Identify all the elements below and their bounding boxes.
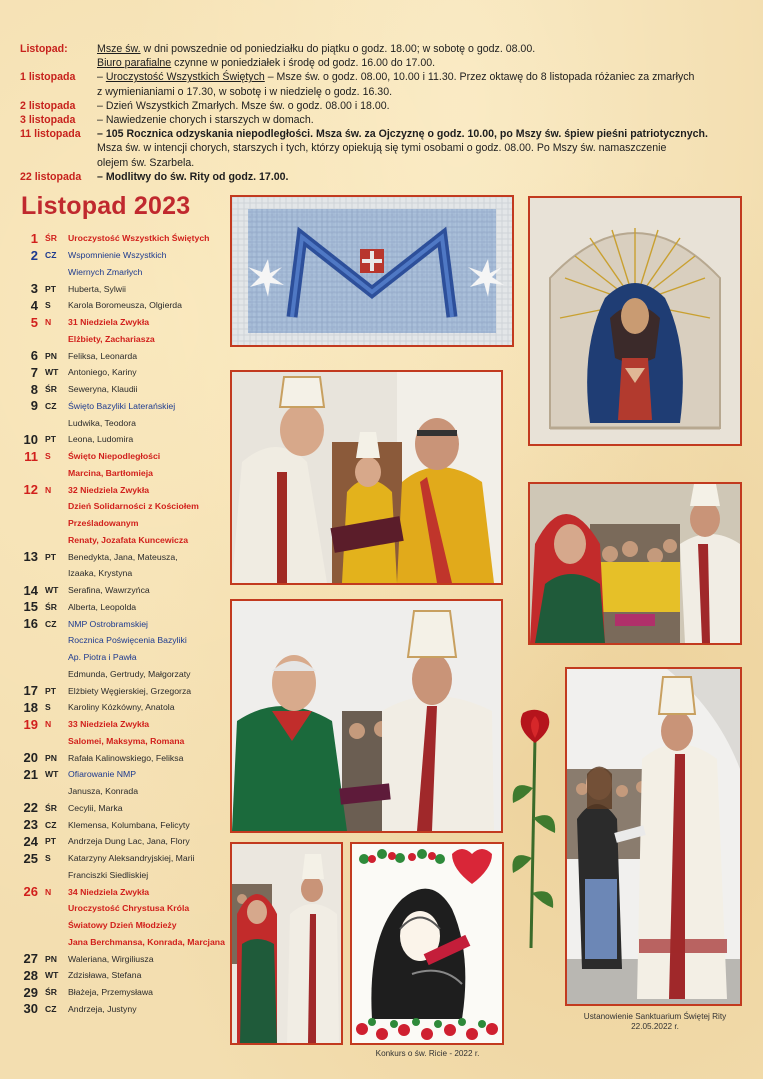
madonna-image [530, 198, 740, 444]
calendar-title: Listopad 2023 [21, 192, 191, 220]
caption-sanctuary-line1: Ustanowienie Sanktuarium Świętej Rity [583, 1012, 727, 1021]
calendar-day-row [22, 917, 227, 934]
day-number: 14 [23, 582, 38, 598]
day-name: Uroczystość Wszystkich Świętych [68, 233, 210, 244]
calendar-day-row [22, 800, 227, 817]
knight-bishop-image [232, 601, 501, 831]
day-of-week: ŚR [45, 987, 57, 998]
day-of-week: S [45, 451, 51, 462]
photo-woman-receiving [528, 482, 742, 645]
photo-woman-bishop-small [230, 842, 343, 1045]
day-name: Katarzyny Aleksandryjskiej, Marii [68, 853, 195, 864]
day-name: Elżbiety, Zachariasza [68, 333, 155, 344]
calendar-day-row [22, 967, 227, 984]
announcement-date: 22 listopada [20, 170, 82, 183]
announcement-text-part: – Modlitwy do św. Rity od godz. 17.00. [97, 170, 289, 183]
day-name: Andrzeja Dung Lac, Jana, Flory [68, 836, 190, 847]
day-name: Wspomnienie Wszystkich [68, 250, 167, 261]
calendar-day-row [22, 783, 227, 800]
announcement-text [97, 70, 745, 84]
day-number: 7 [30, 364, 38, 380]
announcement-date [20, 156, 97, 170]
announcement-row [20, 99, 745, 113]
announcement-row [20, 127, 745, 141]
day-of-week: S [45, 853, 51, 864]
calendar-day-row [22, 615, 227, 632]
day-of-week: PT [45, 551, 56, 562]
announcement-text [97, 99, 745, 113]
day-number: 12 [23, 482, 38, 498]
calendar-day-row [22, 749, 227, 766]
day-number: 10 [23, 431, 38, 447]
day-name: Jana Berchmansa, Konrada, Marcjana [68, 936, 225, 947]
announcement-date: Listopad: [20, 43, 68, 55]
day-name: Dzień Solidarności z Kościołem [68, 501, 199, 512]
day-of-week: CZ [45, 819, 57, 830]
announcements [20, 42, 745, 184]
announcement-text-part: – Nawiedzenie chorych i starszych w domach. [97, 114, 314, 127]
calendar-day-row [22, 431, 227, 448]
day-name: Seweryna, Klaudii [68, 384, 138, 395]
day-name: Waleriana, Wirgiliusza [68, 953, 154, 964]
day-name: NMP Ostrobramskiej [68, 618, 148, 629]
day-of-week: CZ [45, 618, 57, 629]
calendar-day-row [22, 532, 227, 549]
day-name: Karola Boromeusza, Olgierda [68, 300, 182, 311]
day-name: Serafina, Wawrzyńca [68, 585, 150, 596]
day-number: 25 [23, 850, 38, 866]
caption-sanctuary [560, 1012, 750, 1032]
day-name: Błażeja, Przemysława [68, 987, 153, 998]
calendar-day-row [22, 900, 227, 917]
day-name: Izaaka, Krystyna [68, 568, 133, 579]
calendar-day-row [22, 247, 227, 264]
day-of-week: WT [45, 367, 59, 378]
day-name: 33 Niedziela Zwykła [68, 719, 150, 730]
day-of-week: WT [45, 769, 59, 780]
day-of-week: ŚR [45, 802, 57, 813]
day-name: Edmunda, Gertrudy, Małgorzaty [68, 668, 191, 679]
announcement-text [97, 170, 745, 184]
day-name: Zdzisława, Stefana [68, 970, 142, 981]
calendar-day-row [22, 867, 227, 884]
day-name: Andrzeja, Justyny [68, 1003, 137, 1014]
day-of-week: PN [45, 752, 57, 763]
announcement-text [97, 156, 745, 170]
announcement-text [97, 127, 745, 141]
calendar-day-row [22, 398, 227, 415]
day-name: Benedykta, Jana, Mateusza, [68, 551, 178, 562]
announcement-text-part: – Dzień Wszystkich Zmarłych. Msze św. o godz. 08.00 i 18.00. [97, 99, 390, 112]
day-name: Ap. Piotra i Pawła [68, 652, 137, 663]
photo-madonna-mosaic [528, 196, 742, 446]
calendar-day-row [22, 716, 227, 733]
calendar-day-row [22, 816, 227, 833]
day-of-week: ŚR [45, 233, 57, 244]
calendar-day-row [22, 582, 227, 599]
announcement-text [97, 85, 745, 99]
day-name: Renaty, Jozafata Kuncewicza [68, 534, 189, 545]
day-name: Uroczystość Chrystusa Króla [68, 903, 190, 914]
day-of-week: N [45, 484, 52, 495]
calendar-day-row [22, 465, 227, 482]
day-number: 13 [23, 549, 38, 565]
photo-knight-bishop [230, 599, 503, 833]
calendar-day-row [22, 883, 227, 900]
announcement-text-part: olejem św. Szarbela. [97, 156, 195, 169]
bishop-priest-image [232, 372, 501, 583]
announcement-date: 1 listopada [20, 71, 76, 84]
calendar-day-row [22, 632, 227, 649]
announcement-text-part: – [97, 71, 106, 84]
day-number: 11 [24, 448, 38, 464]
announcement-row [20, 141, 745, 155]
photo-bishop-priest [230, 370, 503, 585]
announcement-date [20, 85, 97, 99]
calendar-day-row [22, 280, 227, 297]
day-of-week: WT [45, 585, 59, 596]
day-name: Święto Niepodległości [68, 451, 161, 462]
rose-decoration [505, 708, 565, 958]
day-name: 31 Niedziela Zwykła [68, 317, 150, 328]
day-of-week: ŚR [45, 601, 57, 612]
announcement-text [97, 56, 745, 70]
caption-sanctuary-line2: 22.05.2022 r. [631, 1022, 679, 1031]
woman-bishop-small-image [232, 844, 341, 1043]
calendar-list [22, 230, 227, 1017]
mosaic-monogram-image [232, 197, 512, 345]
day-of-week: CZ [45, 400, 57, 411]
announcement-text-part: – 105 Rocznica odzyskania niepodległości. Msza św. za Ojczyznę o godz. 10.00, po Mszy św. śpiew pieśni patriotycznych. [97, 128, 708, 141]
day-name: Salomei, Maksyma, Romana [68, 735, 185, 746]
day-number: 28 [23, 967, 38, 983]
announcement-date: 3 listopada [20, 114, 76, 127]
day-number: 17 [23, 683, 38, 699]
calendar-day-row [22, 230, 227, 247]
announcement-text [97, 141, 745, 155]
day-name: 32 Niedziela Zwykła [68, 484, 150, 495]
calendar-day-row [22, 414, 227, 431]
calendar-day-row [22, 264, 227, 281]
calendar-day-row [22, 766, 227, 783]
day-of-week: PT [45, 836, 56, 847]
calendar-day-row [22, 481, 227, 498]
calendar-day-row [22, 699, 227, 716]
day-of-week: PT [45, 685, 56, 696]
day-of-week: PN [45, 350, 57, 361]
day-name: Antoniego, Kariny [68, 367, 137, 378]
calendar-day-row [22, 347, 227, 364]
day-of-week: N [45, 317, 52, 328]
announcement-row [20, 42, 745, 56]
st-rita-drawing-image [352, 844, 502, 1043]
caption-contest: Konkurs o św. Ricie - 2022 r. [375, 1049, 480, 1058]
day-number: 16 [23, 616, 38, 632]
day-of-week: PT [45, 283, 56, 294]
calendar-day-row [22, 515, 227, 532]
calendar-day-row [22, 297, 227, 314]
calendar-day-row [22, 548, 227, 565]
day-number: 15 [23, 599, 38, 615]
day-number: 18 [23, 699, 38, 715]
day-of-week: S [45, 300, 51, 311]
calendar-day-row [22, 381, 227, 398]
announcement-text [97, 42, 745, 56]
day-of-week: PT [45, 434, 56, 445]
calendar-day-row [22, 314, 227, 331]
announcement-text-part: Msze św. [97, 43, 141, 55]
day-number: 9 [30, 398, 38, 414]
day-of-week: WT [45, 970, 59, 981]
day-name: Janusza, Konrada [68, 786, 139, 797]
day-name: Ofiarowanie NMP [68, 769, 137, 780]
day-number: 3 [30, 281, 38, 297]
announcement-date [20, 141, 97, 155]
day-name: Rocznica Poświęcenia Bazyliki [68, 635, 187, 646]
announcement-date: 2 listopada [20, 99, 76, 112]
day-name: Klemensa, Kolumbana, Felicyty [68, 819, 190, 830]
announcement-text-part: – Msze św. o godz. 08.00, 10.00 i 11.30. Przez oktawę do 8 listopada różaniec za zmarłych [264, 71, 695, 84]
day-number: 21 [23, 766, 38, 782]
calendar-day-row [22, 682, 227, 699]
calendar-day-row [22, 984, 227, 1001]
calendar-day-row [22, 498, 227, 515]
day-number: 2 [30, 247, 38, 263]
woman-receiving-image [530, 484, 740, 643]
day-number: 22 [23, 800, 38, 816]
day-number: 29 [23, 984, 38, 1000]
announcement-row [20, 113, 745, 127]
day-number: 24 [23, 833, 38, 849]
day-number: 5 [30, 314, 38, 330]
calendar-day-row [22, 950, 227, 967]
calendar-day-row [22, 649, 227, 666]
day-number: 23 [23, 817, 38, 833]
day-name: Rafała Kalinowskiego, Feliksa [68, 752, 184, 763]
announcement-text-part: w dni powszednie od poniedziałku do piątku o godz. 18.00; w sobotę o godz. 08.00. [140, 43, 536, 55]
announcement-row [20, 156, 745, 170]
calendar-day-row [22, 934, 227, 951]
day-name: Prześladowanym [68, 518, 139, 529]
calendar-day-row [22, 733, 227, 750]
calendar-day-row [22, 850, 227, 867]
announcement-text [97, 113, 745, 127]
announcement-date: 11 listopada [20, 128, 81, 141]
day-name: Leona, Ludomira [68, 434, 134, 445]
day-number: 6 [30, 348, 38, 364]
day-name: Ludwika, Teodora [68, 417, 136, 428]
sanctuary-image [567, 669, 740, 1004]
day-of-week: PN [45, 953, 57, 964]
announcement-text-part: Biuro parafialne [97, 57, 172, 70]
day-number: 1 [30, 230, 38, 246]
day-name: Alberta, Leopolda [68, 601, 137, 612]
announcement-text-part: z wymienianiami o 17.30, w sobotę i w niedzielę o godz. 16.30. [97, 85, 393, 98]
day-name: Huberta, Sylwii [68, 283, 126, 294]
day-number: 26 [23, 884, 38, 900]
day-of-week: CZ [45, 250, 57, 261]
day-name: Marcina, Bartłomieja [68, 467, 153, 478]
calendar-day-row [22, 448, 227, 465]
day-name: Karoliny Kózkówny, Anatola [68, 702, 175, 713]
day-number: 30 [23, 1001, 38, 1017]
announcement-row [20, 56, 745, 70]
calendar-day-row [22, 599, 227, 616]
announcement-date [20, 56, 97, 70]
day-of-week: N [45, 886, 52, 897]
calendar-day-row [22, 565, 227, 582]
day-name: Franciszki Siedliskiej [68, 869, 149, 880]
day-name: Cecylii, Marka [68, 802, 123, 813]
day-name: Feliksa, Leonarda [68, 350, 138, 361]
announcement-row [20, 70, 745, 84]
day-name: Światowy Dzień Młodzieży [68, 920, 177, 931]
day-name: Święto Bazyliki Laterańskiej [68, 400, 176, 411]
announcement-text-part: Uroczystość Wszystkich Świętych [105, 71, 265, 84]
announcement-row [20, 170, 745, 184]
day-of-week: ŚR [45, 384, 57, 395]
calendar-day-row [22, 364, 227, 381]
day-of-week: CZ [45, 1003, 57, 1014]
day-number: 8 [30, 381, 38, 397]
photo-st-rita-drawing [350, 842, 504, 1045]
day-number: 27 [23, 951, 38, 967]
photo-mosaic-monogram [230, 195, 514, 347]
day-number: 4 [30, 297, 38, 313]
day-name: 34 Niedziela Zwykła [68, 886, 150, 897]
day-name: Wiernych Zmarłych [68, 266, 143, 277]
day-number: 20 [23, 750, 38, 766]
announcement-text-part: czynne w poniedziałek i środę od godz. 16.00 do 17.00. [171, 57, 436, 70]
announcement-row [20, 85, 745, 99]
calendar-day-row [22, 331, 227, 348]
day-name: Elżbiety Węgierskiej, Grzegorza [68, 685, 192, 696]
day-number: 19 [23, 716, 38, 732]
photo-sanctuary-establishment [565, 667, 742, 1006]
day-of-week: S [45, 702, 51, 713]
calendar-day-row [22, 666, 227, 683]
announcement-text-part: Msza św. w intencji chorych, starszych i tych, którzy opiekują się tymi osobami o godz. 08.00. Po Mszy św. namaszczenie [97, 142, 667, 155]
calendar-day-row [22, 833, 227, 850]
calendar-day-row [22, 1001, 227, 1018]
day-of-week: N [45, 719, 52, 730]
